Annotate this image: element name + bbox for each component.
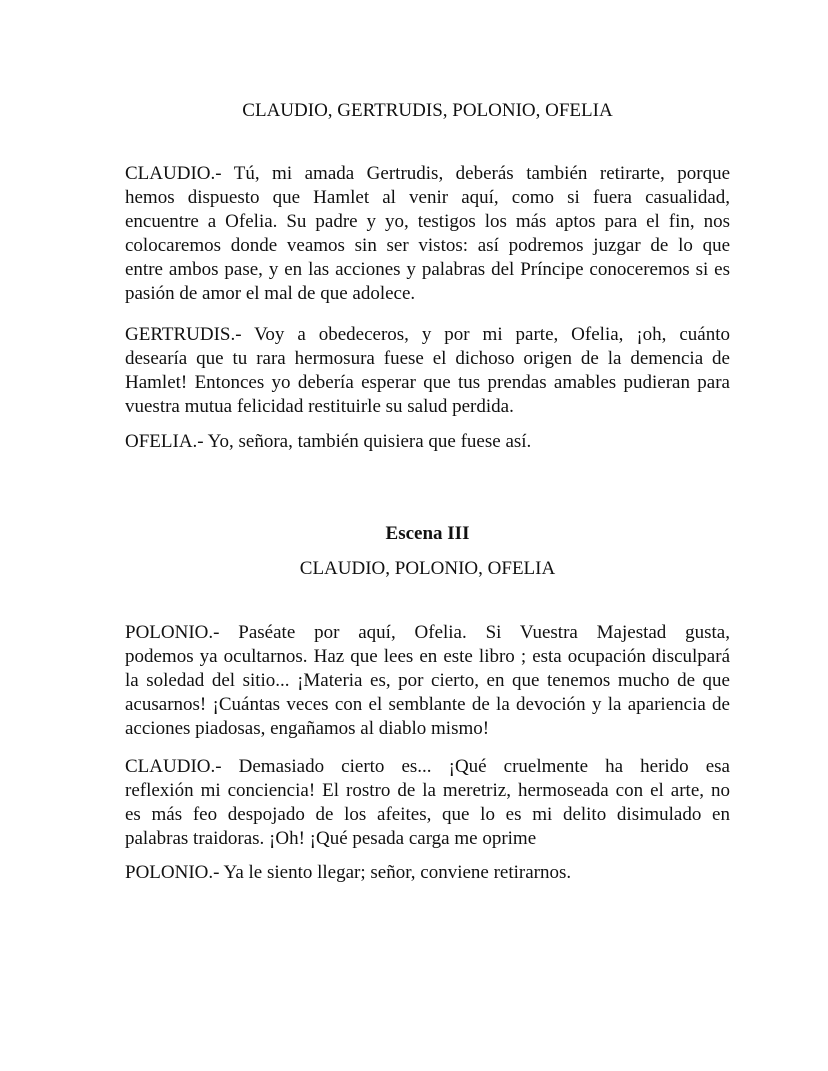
- text-line: acusarnos! ¡Cuántas veces con el semblante de la devoción y la apariencia de: [125, 694, 730, 715]
- text-line: POLONIO.- Ya le siento llegar; señor, conviene retirarnos.: [125, 862, 572, 883]
- dialogue-paragraph-claudio-2: [125, 755, 730, 851]
- scene-header-characters: CLAUDIO, GERTRUDIS, POLONIO, OFELIA: [242, 100, 613, 121]
- text-line: desearía que tu rara hermosura fuese el dichoso origen de la demencia de: [125, 348, 730, 369]
- text-line: vuestra mutua felicidad restituirle su salud perdida.: [125, 396, 514, 417]
- scene-header-characters-2: CLAUDIO, POLONIO, OFELIA: [299, 558, 556, 579]
- text-line: OFELIA.- Yo, señora, también quisiera que fuese así.: [125, 431, 532, 452]
- text-line: pasión de amor el mal de que adolece.: [125, 283, 416, 304]
- text-line: encuentre a Ofelia. Su padre y yo, testigos los más aptos para el fin, nos: [125, 211, 730, 232]
- text-line: POLONIO.- Paséate por aquí, Ofelia. Si Vuestra Majestad gusta,: [125, 622, 730, 643]
- dialogue-paragraph-gertrudis: [125, 323, 730, 419]
- scene-title: Escena III: [385, 523, 470, 544]
- text-line: hemos dispuesto que Hamlet al venir aquí, como si fuera casualidad,: [125, 187, 730, 208]
- text-line: palabras traidoras. ¡Oh! ¡Qué pesada carga me oprime: [125, 828, 537, 849]
- text-line: GERTRUDIS.- Voy a obedeceros, y por mi parte, Ofelia, ¡oh, cuánto: [125, 324, 730, 345]
- text-line: entre ambos pase, y en las acciones y palabras del Príncipe conoceremos si es: [125, 259, 730, 280]
- text-line: CLAUDIO.- Demasiado cierto es... ¡Qué cruelmente ha herido esa: [125, 756, 730, 777]
- text-line: acciones piadosas, engañamos al diablo mismo!: [125, 718, 490, 739]
- dialogue-paragraph-polonio: [125, 621, 730, 741]
- text-line: es más feo despojado de los afeites, que lo es mi delito disimulado en: [125, 804, 730, 825]
- dialogue-paragraph-ofelia: [125, 430, 730, 454]
- text-line: CLAUDIO.- Tú, mi amada Gertrudis, deberás también retirarte, porque: [125, 163, 730, 184]
- text-line: Hamlet! Entonces yo debería esperar que tus prendas amables pudieran para: [125, 372, 730, 393]
- dialogue-paragraph-claudio: [125, 162, 730, 306]
- text-line: podemos ya ocultarnos. Haz que lees en este libro ; esta ocupación disculpará: [125, 646, 730, 667]
- text-line: la soledad del sitio... ¡Materia es, por cierto, en que tenemos mucho de que: [125, 670, 730, 691]
- dialogue-paragraph-polonio-2: [125, 861, 730, 885]
- text-line: reflexión mi conciencia! El rostro de la meretriz, hermoseada con el arte, no: [125, 780, 730, 801]
- text-line: colocaremos donde veamos sin ser vistos: así podremos juzgar de lo que: [125, 235, 730, 256]
